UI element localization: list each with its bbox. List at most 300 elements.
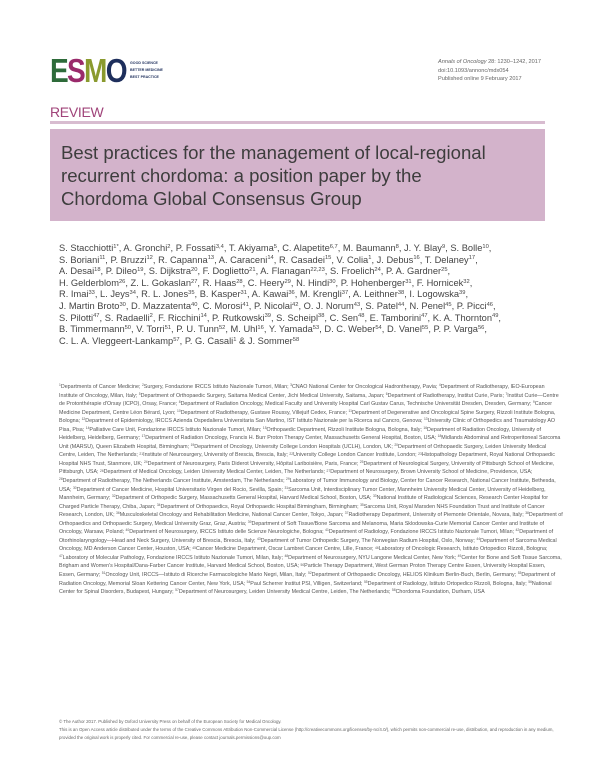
affiliation-number: 22 — [289, 451, 294, 456]
author-name: C. Heery — [247, 277, 285, 288]
author-separator: , — [337, 243, 341, 253]
affiliation — [142, 384, 290, 390]
author[interactable] — [337, 255, 375, 265]
affiliation-text: Department of Cancer Medicine, Hospital Universitario Virgen del Rocio, Sevilla, Spain; — [76, 486, 285, 493]
affiliation-text: Department of Orthopaedics, Royal Orthopaedic Hospital Birmingham, Birmingham; — [160, 503, 361, 510]
author-separator: , — [171, 324, 174, 335]
author[interactable] — [136, 324, 173, 334]
affiliation-number: 46 — [375, 545, 379, 550]
affiliation-number: 26 — [100, 468, 104, 473]
affiliation-number: 11 — [348, 408, 352, 413]
title-band — [50, 129, 545, 221]
author-name: P. P. Varga — [433, 324, 478, 335]
journal-citation-block — [438, 58, 541, 84]
affiliation-number: 21 — [139, 451, 144, 456]
author[interactable] — [433, 313, 501, 323]
author[interactable] — [353, 289, 407, 299]
author[interactable] — [377, 255, 423, 265]
affiliation — [375, 546, 547, 552]
author-name: F. Doglietto — [202, 266, 250, 277]
affiliation-number: 35 — [360, 502, 364, 507]
author-affiliation-ref: 28 — [236, 278, 243, 285]
author[interactable] — [425, 255, 478, 265]
author-name: A. Caraceni — [218, 254, 268, 265]
author[interactable] — [457, 301, 496, 311]
author-name: B. Kasper — [199, 289, 241, 300]
author-separator: , — [484, 324, 487, 335]
author[interactable] — [131, 301, 200, 311]
affiliation-number: 7 — [505, 391, 508, 396]
author-separator: , — [364, 312, 368, 323]
author[interactable] — [300, 289, 351, 299]
affiliation-number: 42 — [515, 528, 520, 533]
author-name: F. Ricchini — [158, 312, 201, 323]
author-name: S. Patel — [365, 300, 398, 311]
author-name: K. A. Thornton — [432, 312, 492, 323]
affiliation-text: Department of Degenerative and Oncological Spine Surgery, Rizzoli Institute Bologna, Bologna; — [59, 409, 556, 425]
affiliation-number: 12 — [81, 417, 86, 422]
affiliation-text: Laboratory of Molecular Pathology, Fondazione IRCCS Istituto Nazionale Tumori, Milan, Italy; — [62, 554, 285, 561]
author-affiliation-ref: 43 — [353, 301, 361, 308]
affiliation-number: 53 — [517, 571, 522, 576]
author-separator: , — [419, 254, 423, 265]
affiliation-text: Department of Orthopaedic Surgery, Leiden University Medical Centre, Leiden, The Netherlands; — [59, 443, 547, 459]
article-title — [61, 141, 541, 210]
affiliation-number: 14 — [85, 425, 90, 430]
affiliation-text: Institute of Neurosurgery, University of Brescia, Brescia, Italy; — [143, 452, 290, 459]
author-affiliation-ref: 8 — [395, 243, 399, 250]
author[interactable] — [304, 301, 363, 311]
author-affiliation-ref: 30 — [329, 278, 336, 285]
author-name: A. Desai — [59, 266, 95, 277]
author-separator: , — [298, 300, 302, 311]
author-affiliation-ref: 45 — [445, 301, 452, 308]
author[interactable] — [59, 336, 182, 346]
license-notice: This is an Open Access article distributed under the terms of the Creative Commons Attribution Non-Commercial License (http://creativecommons.org/licenses/by-nc/4.0/), which permits non-commercial re-use, distribution, and reproduction in any medium, provided the original work is properly cited. For commercial re-use, please contact journals.permissions@oup.com — [59, 726, 554, 740]
author-affiliation-ref: 40 — [191, 301, 198, 308]
author[interactable] — [330, 313, 367, 323]
affiliation — [86, 427, 263, 433]
affiliation — [263, 427, 424, 433]
affiliation-number: 1 — [59, 383, 61, 388]
author-separator: , — [331, 254, 334, 265]
affiliation — [126, 529, 326, 535]
author-separator: , — [360, 300, 363, 311]
author-name: P. Picci — [456, 300, 487, 311]
affiliation-text: Department of Radiotherapy, The Netherlands Cancer Institute, Amsterdam, The Netherlands; — [62, 478, 287, 485]
author[interactable] — [59, 324, 134, 334]
author[interactable] — [149, 266, 200, 276]
author[interactable] — [370, 313, 431, 323]
author-name: S. Radaelli — [104, 312, 150, 323]
affiliation-number: 36 — [116, 511, 120, 516]
author-affiliation-ref: 16 — [413, 255, 420, 262]
author[interactable] — [110, 255, 155, 265]
author[interactable] — [212, 313, 274, 323]
affiliation-text: Musculoskeletal Oncology and Rehabilitation Medicine, National Cancer Center, Tokyo, Japan; — [119, 512, 345, 519]
author-separator: , — [206, 312, 210, 323]
author-separator: , — [246, 289, 250, 300]
author[interactable] — [260, 266, 327, 276]
author-line — [59, 313, 501, 325]
affiliation-text: Department of Neurosurgery, IRCCS Istituto delle Scienze Neurologiche, Bologna; — [129, 529, 326, 536]
author[interactable] — [100, 289, 138, 299]
affiliation — [308, 572, 518, 578]
affiliation — [364, 581, 528, 587]
license-footer — [59, 718, 559, 742]
author-separator: , — [194, 289, 198, 300]
affiliation-text: Midlands Abdominal and Retroperitoneal Sarcoma Unit (MARSU), Queen Elizabeth Hospital, Birmingham; — [59, 435, 561, 450]
affiliations — [59, 383, 563, 597]
author-affiliation-ref: 19 — [137, 267, 144, 274]
affiliation-text: Department of Soft Tissue/Bone Sarcoma and Melanoma, Maria Sklodowska-Curie Memorial Cancer Center and Institute of Oncology, Warsaw, Poland; — [59, 520, 545, 536]
author[interactable] — [59, 278, 128, 288]
author[interactable] — [176, 243, 227, 253]
author-separator: , — [371, 254, 375, 265]
affiliation — [175, 589, 392, 595]
author[interactable] — [434, 324, 487, 334]
author-affiliation-ref: 2 — [149, 313, 153, 320]
author-affiliation-ref: 3,4 — [215, 243, 224, 250]
author[interactable] — [387, 324, 431, 334]
author-separator: , — [324, 266, 328, 277]
author-affiliation-ref: 29 — [284, 278, 291, 285]
affiliation-text: National Institute of Radiological Sciences, Research Center Hospital for Charged Particle Therapy, Chiba, Japan; — [59, 495, 549, 510]
author-name: S. Dijkstra — [148, 266, 192, 277]
affiliation-text: Department of Otorhinolaryngology—Head and Neck Surgery, University of Brescia, Brescia, Italy; — [59, 529, 554, 544]
author-affiliation-ref: 12 — [146, 255, 153, 262]
author-affiliation-ref: 25 — [441, 267, 448, 274]
author-name: N. Hindi — [296, 277, 330, 288]
author-name: L. Jeys — [100, 289, 130, 300]
author-separator: , — [143, 266, 147, 277]
author-affiliation-ref: 26 — [118, 278, 126, 285]
author-separator: , — [197, 266, 201, 277]
author[interactable] — [158, 313, 209, 323]
author-name: A. Gronchi — [123, 243, 168, 253]
affiliation-number: 29 — [286, 477, 290, 482]
author-line — [59, 255, 501, 267]
affiliation-text: Laboratory of Oncologic Research, Istituto Ortopedico Rizzoli, Bologna; — [378, 546, 548, 553]
author-affiliation-ref: 31 — [405, 278, 412, 285]
affiliation-text: Laboratory of Tumor Immunology and Biology, Center for Cancer Research, National Cancer Institute, Bethesda, USA; — [59, 478, 556, 493]
affiliation-text: CNAO National Center for Oncological Hadrontherapy, Pavia; — [291, 384, 439, 390]
affiliation-text: Department of Sarcoma Medical Oncology, MD Anderson Cancer Center, Houston, USA; — [59, 537, 557, 553]
author-separator: , — [94, 289, 98, 300]
author[interactable] — [123, 243, 173, 253]
author-separator: , — [100, 266, 104, 277]
author-affiliation-ref: 5 — [273, 243, 277, 250]
author-name: T. Delaney — [424, 254, 469, 265]
affiliation-number: 8 — [178, 400, 181, 405]
esmo-logo[interactable] — [50, 52, 163, 89]
author[interactable] — [203, 278, 246, 288]
author-affiliation-ref: 16 — [257, 325, 264, 331]
affiliation — [290, 384, 439, 390]
author-separator: , — [225, 324, 228, 335]
author[interactable] — [386, 266, 450, 276]
author-affiliation-ref: 32 — [463, 278, 470, 285]
author[interactable] — [59, 243, 121, 253]
author-separator: , — [492, 300, 496, 311]
author-affiliation-ref: 2 — [167, 243, 171, 250]
affiliation-number: 57 — [175, 588, 179, 593]
author-line — [59, 243, 501, 255]
affiliation — [100, 469, 327, 475]
author-separator: , — [381, 324, 385, 335]
affiliation-text: Department of Tumor Orthopedic Surgery, The Norwegian Radium Hospital, Oslo, Norway; — [260, 537, 477, 544]
author[interactable] — [404, 243, 448, 253]
affiliation-text: Histopathology Department, Royal National Orthopaedic Hospital NHS Trust, Stanmore, UK; — [59, 452, 555, 467]
affiliation — [73, 487, 284, 493]
affiliation-text: Department of Orthopaedic Surgery, Saitama Medical Center, Jichi Medical University, Saitama, Japan; — [140, 392, 386, 399]
affiliation — [192, 546, 375, 552]
author-name: V. Colia — [336, 254, 369, 265]
author-affiliation-ref: 30 — [119, 301, 126, 308]
author[interactable] — [296, 278, 338, 288]
affiliation-number: 25 — [359, 460, 364, 465]
author-affiliation-ref: 9 — [441, 243, 446, 250]
author[interactable] — [341, 278, 414, 288]
affiliation-text: Department of Radiology, Istituto Ortopedico Rizzoli, Bologna, Italy; — [367, 580, 529, 587]
author[interactable] — [269, 324, 322, 334]
author-separator: , — [451, 300, 455, 311]
author-name: R. Haas — [202, 277, 237, 288]
affiliation-text: Department of Neurosurgery, Brown University School of Medicine, Providence, USA; — [330, 469, 533, 476]
esmo-tagline — [130, 60, 163, 81]
author[interactable] — [248, 336, 299, 346]
affiliation — [82, 418, 424, 424]
doi[interactable]: doi:10.1093/annonc/mdx054 — [438, 67, 509, 74]
author[interactable] — [105, 313, 156, 323]
author-affiliation-ref: 49 — [492, 313, 499, 320]
affiliation-number: 10 — [177, 408, 181, 413]
author[interactable] — [59, 255, 108, 265]
affiliation — [247, 581, 364, 587]
author-separator: , — [469, 277, 473, 288]
author-name: R. Casadei — [278, 254, 325, 265]
affiliation-text: Department of Orthopaedic Oncology, HELIOS Klinikum Berlin-Buch, Berlin, Germany; — [311, 572, 518, 579]
affiliation — [139, 393, 386, 399]
affiliation-text: Institut Curie—Centre de Protonthérapie d'Orsay (ICPO), Orsay, France; — [59, 392, 559, 408]
affiliation-text: Surgery, Fondazione IRCCS Istituto Nazionale Tumori, Milan; — [143, 384, 291, 390]
author-name: F. Hornicek — [416, 277, 464, 288]
affiliation-text: Palliative Care Unit, Fondazione IRCCS Istituto Nazionale Tumori, Milan; — [89, 426, 263, 433]
author-separator: , — [428, 324, 431, 335]
affiliation-text: Department of Radiation Oncology, University of Heidelberg, Heidelberg, Germany; — [59, 426, 542, 442]
author-name: M. Baumann — [342, 243, 396, 253]
author[interactable] — [59, 301, 128, 311]
author[interactable] — [279, 255, 334, 265]
author-separator: , — [319, 324, 322, 335]
author-affiliation-ref: 18 — [94, 267, 101, 274]
author-line — [59, 301, 501, 313]
affiliation — [325, 529, 515, 535]
author[interactable] — [254, 301, 301, 311]
author[interactable] — [131, 278, 200, 288]
section-label: REVIEW — [50, 104, 104, 120]
author-separator: , — [152, 312, 156, 323]
author[interactable] — [59, 313, 102, 323]
author[interactable] — [248, 278, 294, 288]
affiliation-text: University College London Cancer Institute, London; — [293, 452, 419, 459]
affiliation-number: 32 — [111, 494, 116, 499]
author-affiliation-ref: 11 — [99, 255, 106, 262]
author-name: E. Tamborini — [369, 312, 422, 323]
affiliation-text: Department of Radiation Oncology, Medical Faculty and University Hospital Carl Gustav Carus, Technische Universität Dresden, Dresden, Germany; — [180, 401, 533, 408]
affiliation-number: 55 — [363, 579, 368, 584]
affiliation-text: Department of Neurological Surgery, University of Pittsburgh School of Medicine, Pittsburgh, USA; — [59, 460, 555, 476]
author-line — [59, 324, 501, 336]
author-name: D. C. Weber — [324, 324, 376, 335]
author-affiliation-ref: 31 — [240, 290, 247, 297]
author-name: P. U. Tunn — [176, 324, 219, 335]
author[interactable] — [365, 301, 407, 311]
author-separator: , — [270, 312, 274, 323]
author-affiliation-ref: 27 — [191, 278, 198, 285]
author[interactable] — [252, 289, 298, 299]
affiliation-text: Chordoma Foundation, Durham, USA — [395, 589, 485, 596]
affiliation-number: 18 — [437, 434, 442, 439]
affiliation-text: Orthopaedic Department, Rizzoli Institute Bologna, Bologna, Italy; — [266, 426, 424, 433]
author-affiliation-ref: 46 — [486, 301, 493, 308]
affiliation-text: Department of Radiology, Fondazione IRCCS Istituto Nazionale Tumori, Milan; — [328, 529, 516, 536]
author[interactable] — [229, 243, 280, 253]
author[interactable] — [141, 289, 197, 299]
author-list — [59, 243, 501, 347]
affiliation — [179, 401, 533, 407]
author-name: V. Torri — [136, 324, 165, 335]
author-separator: , — [447, 266, 451, 277]
affiliation — [59, 555, 284, 561]
author[interactable] — [203, 301, 252, 311]
affiliation-number: 39 — [247, 519, 252, 524]
author-affiliation-ref: 39 — [264, 313, 271, 320]
author[interactable] — [200, 289, 250, 299]
author[interactable] — [59, 289, 97, 299]
author-name: H. Gelderblom — [59, 277, 119, 288]
author[interactable] — [330, 266, 383, 276]
author-separator: , — [290, 277, 294, 288]
author[interactable] — [185, 336, 245, 346]
author-name: M. Krengli — [299, 289, 342, 300]
author-affiliation-ref: 38 — [318, 313, 325, 320]
affiliation-number: 54 — [246, 579, 251, 584]
affiliation-text: Department of Radiotherapy, Institut Curie, Paris; — [387, 392, 506, 399]
author[interactable] — [324, 324, 384, 334]
author[interactable] — [219, 255, 277, 265]
author-affiliation-ref: 35 — [188, 290, 195, 297]
author[interactable] — [231, 324, 267, 334]
affiliation-text: Department of Radiotherapy, IEO-European Institute of Oncology, Milan, Italy; — [59, 384, 545, 399]
author-line — [59, 289, 501, 301]
author-line — [59, 266, 501, 278]
author-name: B. Timmermann — [59, 324, 125, 335]
esmo-logo-letters — [50, 52, 126, 89]
affiliation-text: Center for Bone and Soft Tissue Sarcoma, Brigham and Women's Hospital/Dana-Farber Cancer Institute, Harvard Medical School, Boston, USA; — [59, 554, 562, 570]
author-separator: , — [197, 277, 200, 288]
author[interactable] — [343, 243, 402, 253]
author-affiliation-ref: 34 — [129, 290, 136, 297]
author-separator: , — [273, 254, 277, 265]
author-affiliation-ref: 55 — [421, 325, 429, 331]
tagline-line: BEST PRACTICE — [130, 75, 159, 79]
author[interactable] — [276, 313, 327, 323]
author-name: C. L. A. Vleggeert-Lankamp — [59, 335, 174, 346]
author-affiliation-ref: 58 — [292, 336, 300, 343]
author-separator: , — [214, 254, 217, 265]
affiliation — [345, 512, 525, 518]
author[interactable] — [409, 289, 468, 299]
author-separator: , — [242, 277, 246, 288]
affiliation-number: 47 — [59, 554, 63, 559]
author-separator: , — [380, 266, 384, 277]
author[interactable] — [176, 324, 228, 334]
author-affiliation-ref: 15 — [324, 255, 332, 262]
affiliation-number: 3 — [290, 383, 292, 388]
affiliation — [177, 410, 349, 416]
author-affiliation-ref: 13 — [207, 255, 215, 262]
affiliation-text: Paul Scherrer Institut PSI, Villigen, Switzerland; — [250, 580, 364, 587]
author-affiliation-ref: 10 — [482, 243, 489, 250]
author-affiliation-ref: 17 — [468, 255, 476, 262]
affiliation-number: 15 — [262, 425, 267, 430]
affiliation-number: 40 — [125, 528, 130, 533]
author-name: P. Dileo — [105, 266, 138, 277]
affiliation-text: Department of Medical Oncology, Leiden University Medical Center, Leiden, The Netherlands; — [103, 469, 327, 476]
author[interactable] — [59, 266, 103, 276]
author[interactable] — [417, 278, 473, 288]
author-separator: , — [125, 300, 129, 311]
author-affiliation-ref: 22,23 — [310, 267, 325, 274]
affiliation — [386, 393, 506, 399]
author-name: P. Nicolai — [253, 300, 293, 311]
author[interactable] — [158, 255, 217, 265]
author-name: P. G. Casali — [184, 335, 234, 346]
author[interactable] — [450, 243, 491, 253]
affiliation — [116, 512, 345, 518]
author-name: P. Fossati — [175, 243, 216, 253]
author-affiliation-ref: 1 — [368, 255, 372, 262]
author-separator: , — [324, 312, 328, 323]
author-separator: , — [135, 289, 139, 300]
affiliation-text: Oncology Unit, IRCCS—Istituto di Ricerche Farmacologiche Mario Negri, Milan, Italy; — [105, 572, 308, 579]
author[interactable] — [203, 266, 259, 276]
author-name: Z. L. Gokaslan — [130, 277, 191, 288]
author-name: T. Akiyama — [228, 243, 274, 253]
author-separator: , — [404, 300, 407, 311]
author-name: P. A. Gardner — [385, 266, 442, 277]
author[interactable] — [106, 266, 146, 276]
affiliation-number: 5 — [138, 391, 141, 396]
author-line — [59, 336, 501, 348]
author-separator: & — [236, 335, 246, 346]
author-affiliation-ref: 14 — [200, 313, 207, 320]
author[interactable] — [410, 301, 455, 311]
author-affiliation-ref: 42 — [292, 301, 299, 308]
logo-letter: O — [105, 52, 126, 89]
tagline-line: GOOD SCIENCE — [130, 61, 158, 65]
author[interactable] — [282, 243, 340, 253]
author-name: J. Martin Broto — [59, 300, 120, 311]
published-date: Published online 9 February 2017 — [438, 76, 522, 83]
author-affiliation-ref: 51 — [164, 325, 172, 331]
affiliation-text: Cancer Medicine Department, Oscar Lambret Cancer Centre, Lille, France; — [195, 546, 376, 553]
journal-citation — [438, 58, 541, 67]
author-separator: , — [348, 289, 351, 300]
author-affiliation-ref: 54 — [375, 325, 382, 331]
affiliation-number: 9 — [532, 400, 535, 405]
